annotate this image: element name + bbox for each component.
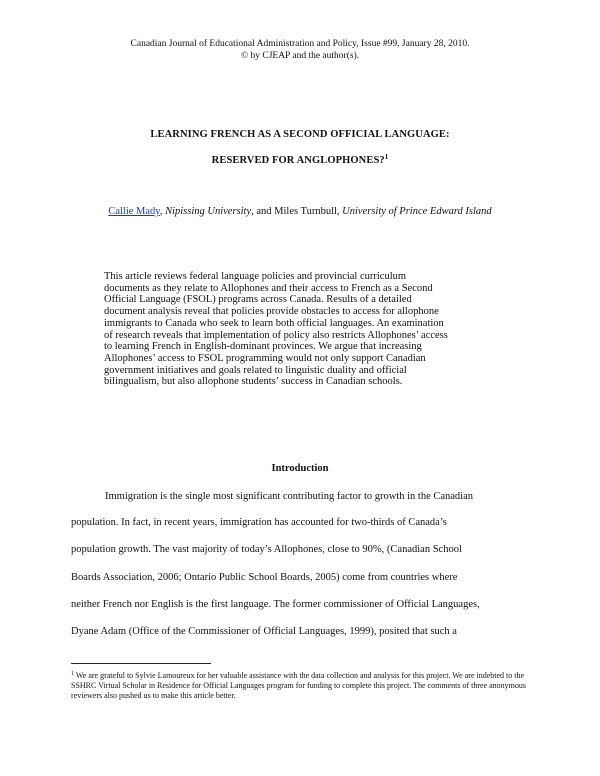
abstract-line: documents as they relate to Allophones and their access to French as a Second: [104, 282, 433, 294]
section-heading-introduction: Introduction: [271, 463, 329, 474]
author-sep2: , and Miles Turnbull,: [251, 206, 343, 217]
paper-title-line2: [0, 153, 600, 166]
footnote-divider: [71, 663, 211, 664]
author1-affiliation: Nipissing University: [165, 206, 252, 217]
body-text-line: population. In fact, in recent years, immigration has accounted for two-thirds of Canada’s: [71, 517, 447, 528]
body-text-line: population growth. The vast majority of today’s Allophones, close to 90%, (Canadian School: [71, 544, 462, 555]
abstract-line: immigrants to Canada who seek to learn both official languages. An examination: [104, 317, 444, 329]
abstract-line: government initiatives and goals related to linguistic duality and official: [104, 364, 407, 376]
abstract-line: bilingualism, but also allophone students’ success in Canadian schools.: [104, 376, 403, 388]
paper-title-line1: LEARNING FRENCH AS A SECOND OFFICIAL LANGUAGE:: [150, 129, 450, 140]
abstract-line: Official Language (FSOL) programs across Canada. Results of a detailed: [104, 294, 412, 306]
paper-title-line2-text: RESERVED FOR ANGLOPHONES?: [211, 155, 385, 166]
author-link-callie-mady[interactable]: Callie Mady: [108, 206, 160, 217]
abstract-line: document analysis reveal that policies provide obstacles to access for allophone: [104, 306, 439, 318]
abstract-line: to learning French in English-dominant provinces. We argue that increasing: [104, 341, 422, 353]
abstract-line: Allophones’ access to FSOL programming would not only support Canadian: [104, 352, 426, 364]
body-text-line: neither French nor English is the first language. The former commissioner of Official Languages,: [71, 599, 480, 610]
title-footnote-mark[interactable]: 1: [384, 153, 389, 161]
body-text-line: Boards Association, 2006; Ontario Public School Boards, 2005) come from countries where: [71, 572, 458, 583]
author2-affiliation: University of Prince Edward Island: [342, 206, 492, 217]
journal-header-line2: © by CJEAP and the author(s).: [240, 51, 360, 61]
abstract: [104, 271, 504, 388]
journal-header-line1: Canadian Journal of Educational Administration and Policy, Issue #99, January 28, 2010.: [130, 39, 470, 49]
body-text-line: Immigration is the single most significant contributing factor to growth in the Canadian: [105, 491, 474, 502]
footnote: [71, 669, 536, 701]
footnote-mark: 1: [71, 671, 74, 677]
author-line: [0, 206, 600, 217]
author-sep1: ,: [159, 206, 166, 217]
footnote-text: We are grateful to Sylvie Lamoureux for her valuable assistance with the data collection and analysis for this project. We are indebted to the SSHRC Virtual Scholar in Residence for Official Languages program for funding to complete this project. The comments of three anonymous reviewers also pushed us to make this article better.: [71, 671, 526, 700]
abstract-line: This article reviews federal language policies and provincial curriculum: [104, 271, 407, 282]
body-text-line: Dyane Adam (Office of the Commissioner of Official Languages, 1999), posited that such a: [71, 626, 457, 637]
abstract-line: of research reveals that implementation of policy also restricts Allophones’ access: [104, 329, 448, 341]
